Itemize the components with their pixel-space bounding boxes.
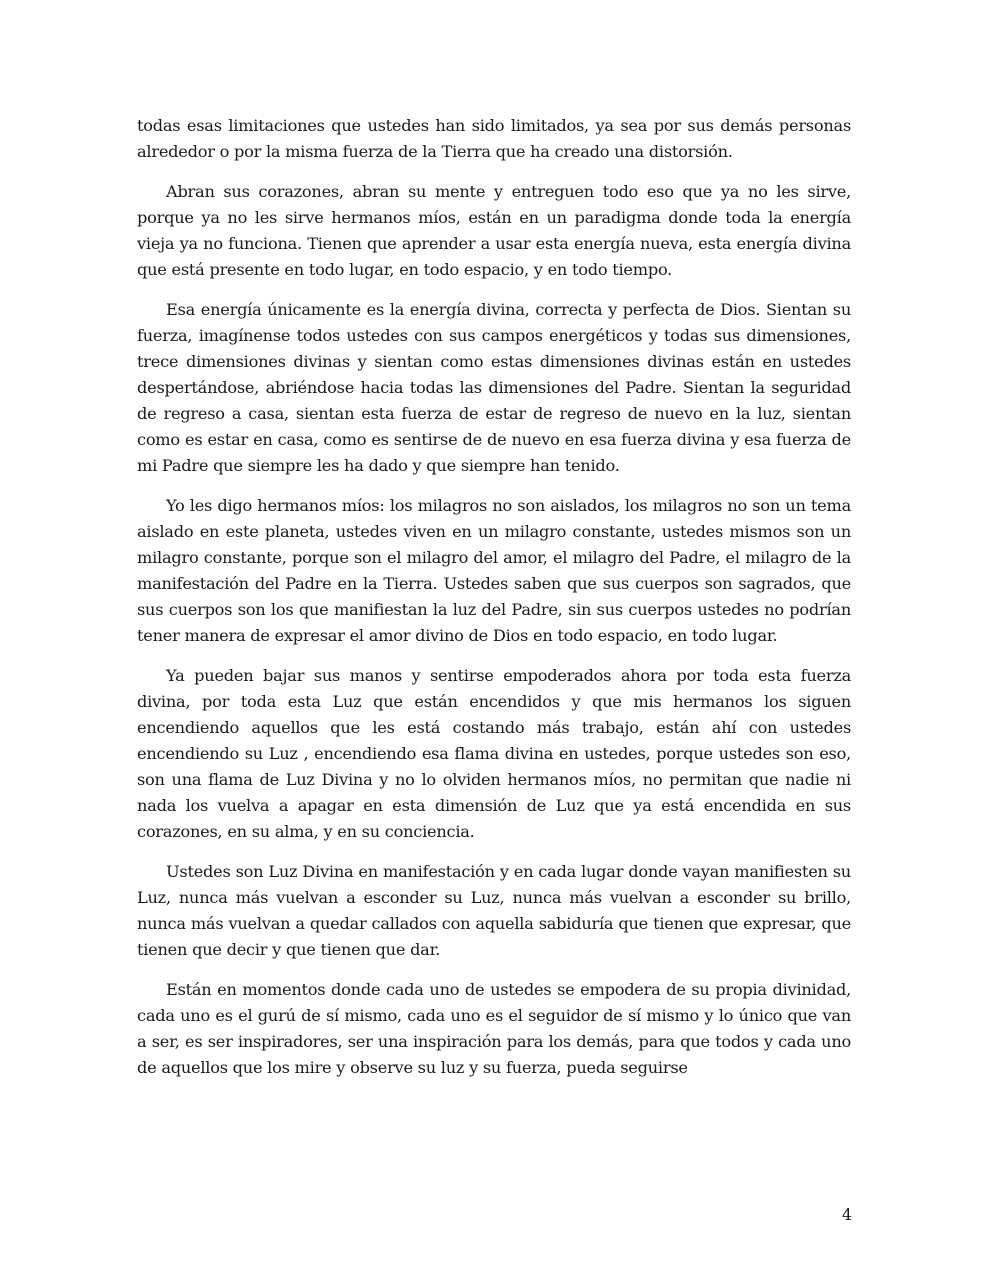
paragraph-empowerment: Están en momentos donde cada uno de ustedes se empodera de su propia divinidad, cada uno es el gurú de sí mismo, cada uno es el seguidor de sí mismo y lo único que van a ser, es ser inspiradores, ser una inspiración para los demás, para que todos y cada uno de aquellos que los mire y observe su luz y su fuerza, pueda seguirse: [137, 980, 851, 1077]
paragraph-divine-light: Ustedes son Luz Divina en manifestación y en cada lugar donde vayan manifiesten su Luz, nunca más vuelvan a esconder su Luz, nunca más vuelvan a esconder su brillo, nunca más vuelvan a quedar callados con aquella sabiduría que tienen que expresar, que tienen que decir y que tienen que dar.: [137, 862, 851, 959]
paragraph-continuation: todas esas limitaciones que ustedes han sido limitados, ya sea por sus demás personas alrededor o por la misma fuerza de la Tierra que ha creado una distorsión.: [137, 116, 851, 161]
paragraph-open-hearts: Abran sus corazones, abran su mente y entreguen todo eso que ya no les sirve, porque ya no les sirve hermanos míos, están en un paradigma donde toda la energía vieja ya no funciona. Tienen que aprender a usar esta energía nueva, esta energía divina que está presente en todo lugar, en todo espacio, y en todo tiempo.: [137, 182, 851, 279]
paragraph-divine-energy: Esa energía únicamente es la energía divina, correcta y perfecta de Dios. Sientan su fuerza, imagínense todos ustedes con sus campos energéticos y todas sus dimensiones, trece dimensiones divinas y sientan como estas dimensiones divinas están en ustedes despertándose, abriéndose hacia todas las dimensiones del Padre. Sientan la seguridad de regreso a casa, sientan esta fuerza de estar de regreso de nuevo en la luz, sientan como es estar en casa, como es sentirse de de nuevo en esa fuerza divina y esa fuerza de mi Padre que siempre les ha dado y que siempre han tenido.: [137, 300, 851, 475]
page-number: 4: [841, 1205, 852, 1224]
paragraph-lower-hands: Ya pueden bajar sus manos y sentirse empoderados ahora por toda esta fuerza divina, por toda esta Luz que están encendidos y que mis hermanos los siguen encendiendo aquellos que les está costando más trabajo, están ahí con ustedes encendiendo su Luz , encendiendo esa flama divina en ustedes, porque ustedes son eso, son una flama de Luz Divina y no lo olviden hermanos míos, no permitan que nadie ni nada los vuelva a apagar en esta dimensión de Luz que ya está encendida en sus corazones, en su alma, y en su conciencia.: [137, 666, 851, 841]
paragraph-miracles: Yo les digo hermanos míos: los milagros no son aislados, los milagros no son un tema aislado en este planeta, ustedes viven en un milagro constante, ustedes mismos son un milagro constante, porque son el milagro del amor, el milagro del Padre, el milagro de la manifestación del Padre en la Tierra. Ustedes saben que sus cuerpos son sagrados, que sus cuerpos son los que manifiestan la luz del Padre, sin sus cuerpos ustedes no podrían tener manera de expresar el amor divino de Dios en todo espacio, en todo lugar.: [137, 496, 851, 645]
document-body: [137, 113, 851, 1095]
